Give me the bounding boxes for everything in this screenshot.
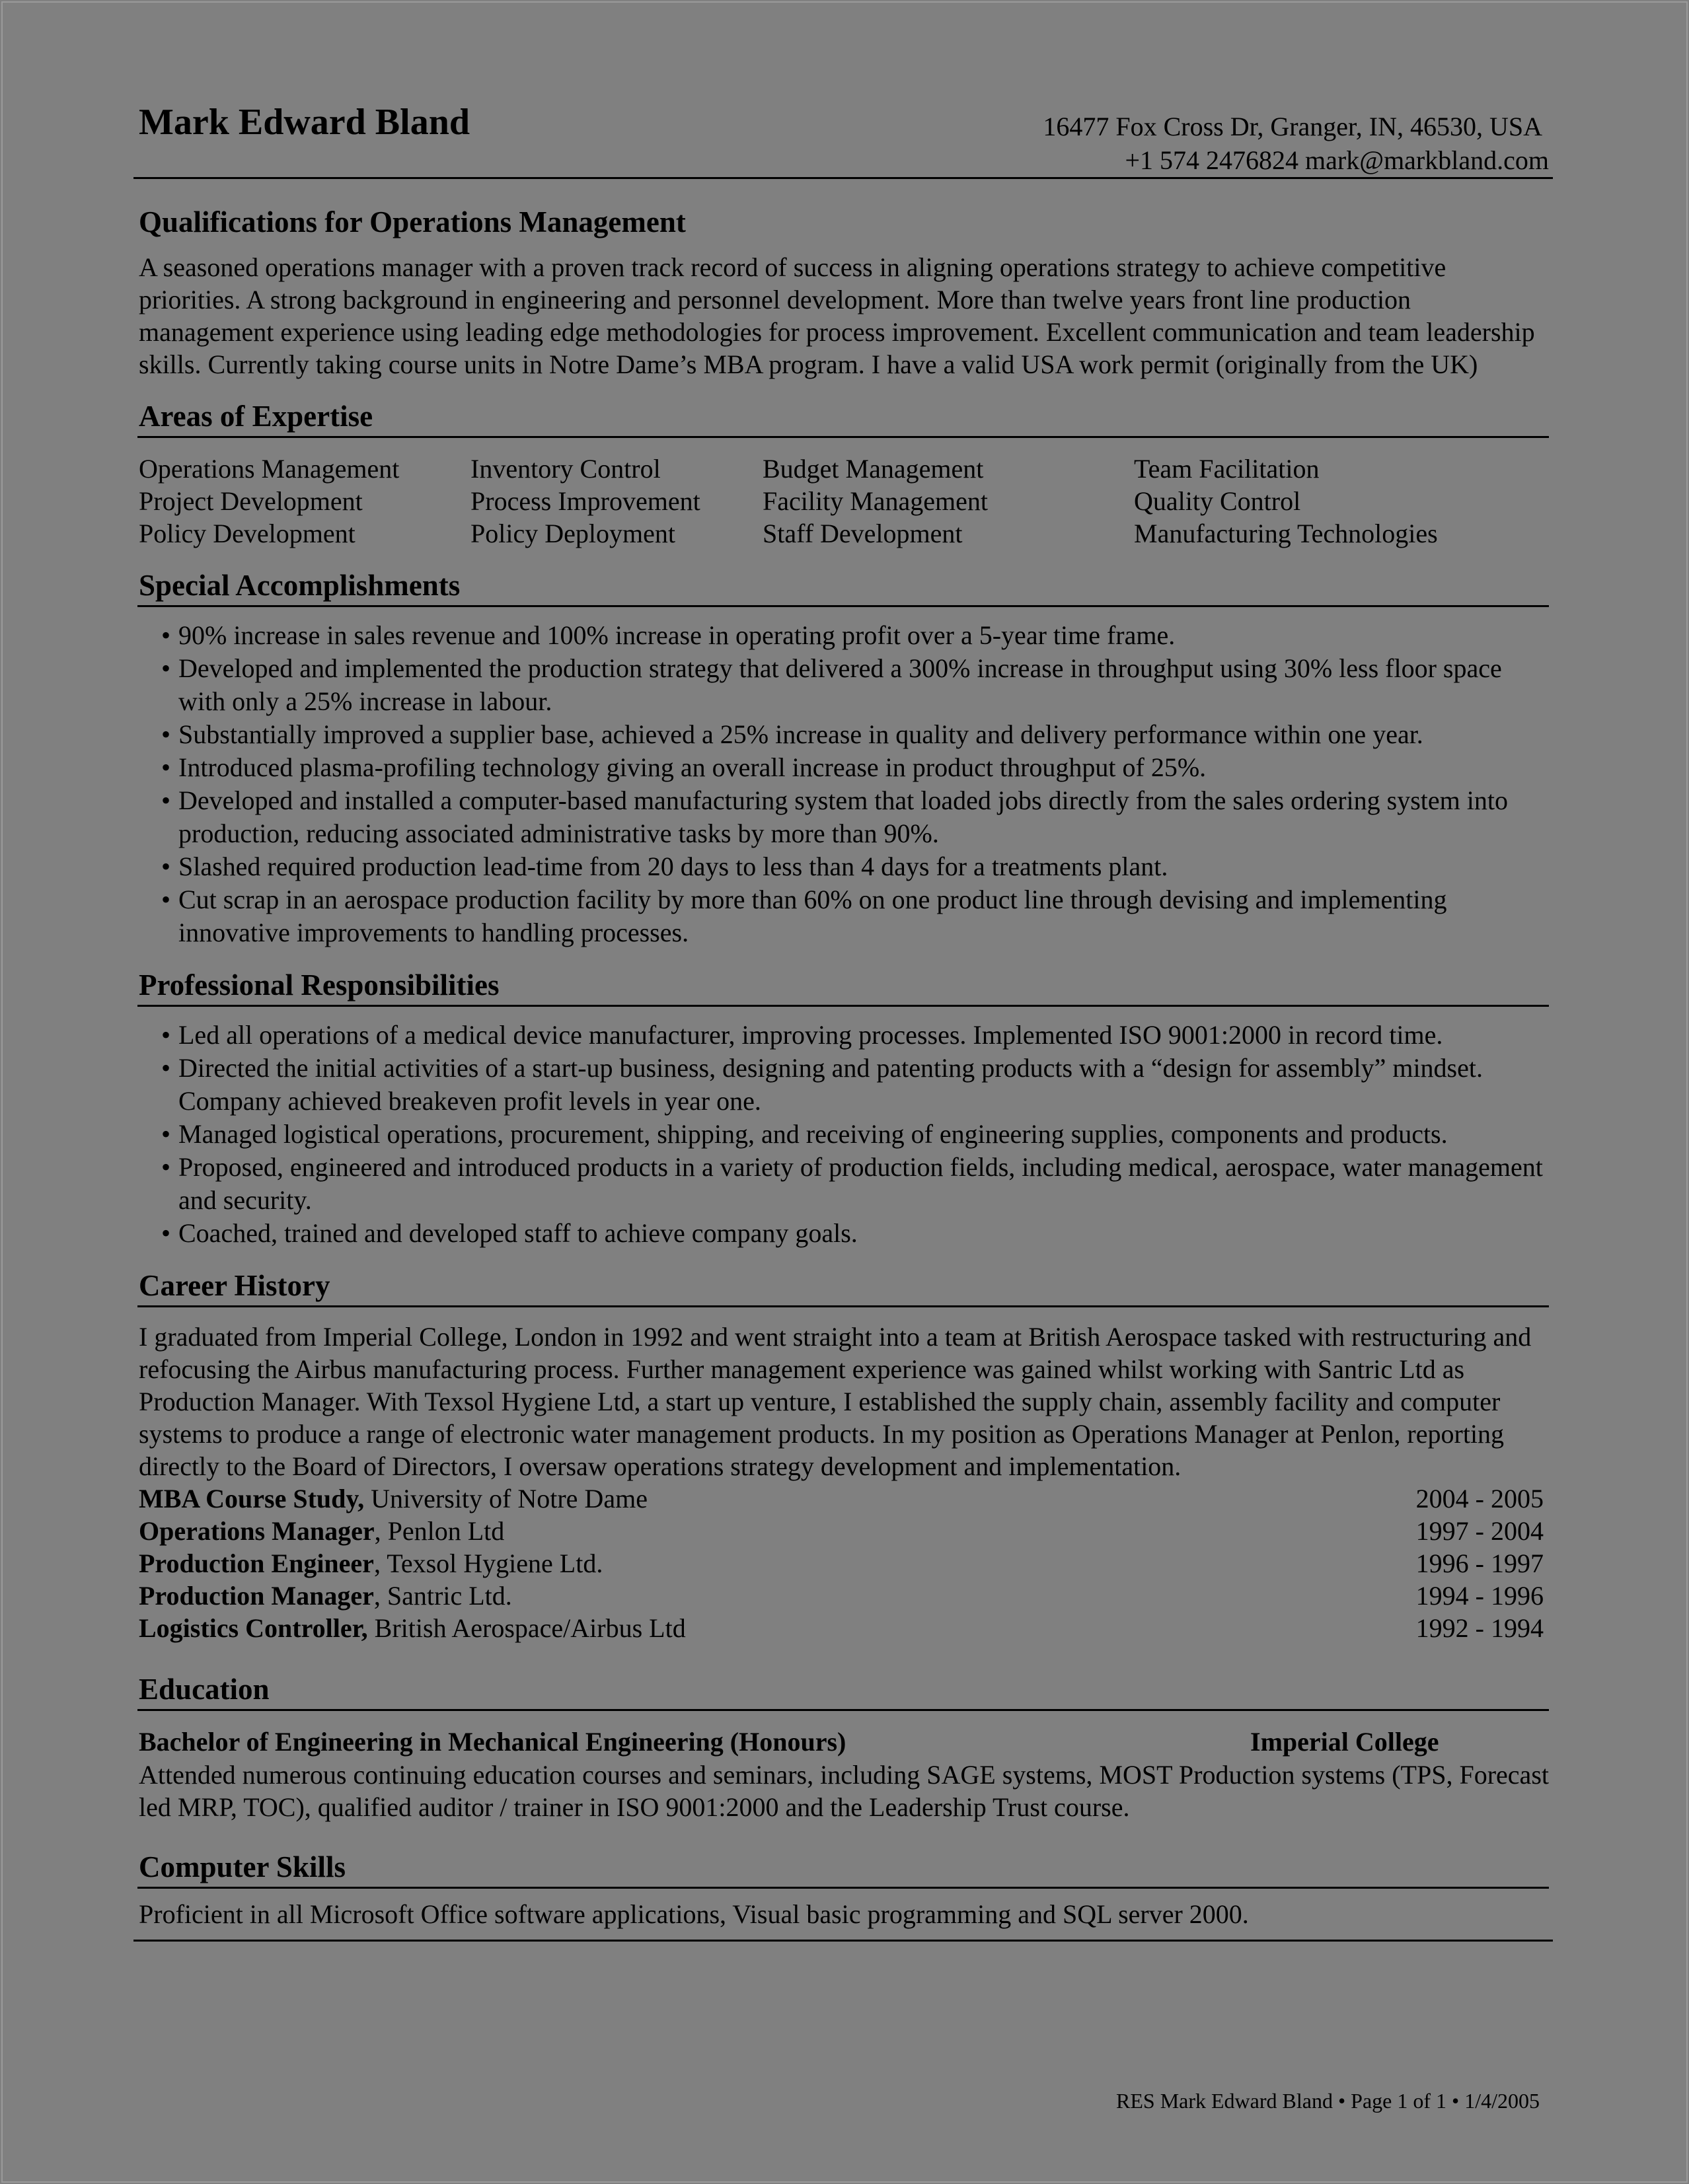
qualifications-text: A seasoned operations manager with a proven track record of success in aligning operations strategy to achieve competitive priorities. A strong background in engineering and personnel development. More than twelve years front line production management experience using leading edge methodologies for process improvement. Excellent communication and team leadership skills. Currently taking course units in Notre Dame’s MBA program. I have a valid USA work permit (originally from the UK) [139, 252, 1535, 379]
expertise-item: Process Improvement [470, 486, 700, 516]
list-item [161, 1052, 1549, 1118]
expertise-item: Operations Management [139, 454, 400, 484]
list-item-text: Developed and implemented the production strategy that delivered a 300% increase in throughput using 30% less floor space with only a 25% increase in labour. [178, 653, 1502, 716]
job-years: 1996 - 1997 [1415, 1548, 1544, 1578]
bullet-icon: • [161, 852, 171, 881]
expertise-column [763, 453, 1134, 550]
expertise-divider [137, 436, 1549, 438]
expertise-column [470, 453, 763, 550]
list-item-text: Led all operations of a medical device manufacturer, improving processes. Implemented ISO 9001:2000 in record time. [178, 1020, 1443, 1050]
responsibilities-section [137, 966, 1549, 1250]
bullet-icon: • [161, 1152, 171, 1182]
skills-section [137, 1848, 1549, 1942]
list-item-text: Proposed, engineered and introduced products in a variety of production fields, including medical, aerospace, water management and security. [178, 1152, 1543, 1215]
expertise-item: Manufacturing Technologies [1134, 519, 1438, 548]
job-row [139, 1515, 1549, 1547]
qualifications-title: Qualifications for Operations Management [139, 205, 686, 238]
list-item [161, 850, 1549, 883]
list-item [161, 784, 1549, 850]
list-item-text: Coached, trained and developed staff to achieve company goals. [178, 1218, 858, 1248]
responsibilities-divider [137, 1005, 1549, 1007]
expertise-item: Project Development [139, 486, 363, 516]
job-org: , Penlon Ltd [374, 1516, 505, 1546]
job-years: 1997 - 2004 [1415, 1516, 1544, 1546]
list-item-text: Substantially improved a supplier base, achieved a 25% increase in quality and delivery performance within one year. [178, 719, 1423, 749]
accomplishments-list [137, 619, 1549, 949]
bullet-icon: • [161, 719, 171, 749]
career-divider [137, 1305, 1549, 1307]
expertise-item: Team Facilitation [1134, 454, 1320, 484]
job-entry [139, 1580, 512, 1612]
skills-text: Proficient in all Microsoft Office software applications, Visual basic programming and SQL server 2000. [139, 1899, 1249, 1929]
list-item-text: Slashed required production lead-time from 20 days to less than 4 days for a treatments plant. [178, 852, 1168, 881]
list-item-text: Managed logistical operations, procurement, shipping, and receiving of engineering supplies, components and products. [178, 1119, 1448, 1149]
list-item [161, 619, 1549, 652]
education-divider [137, 1709, 1549, 1711]
job-role: Operations Manager [139, 1516, 375, 1546]
list-item [161, 652, 1549, 718]
job-entry [139, 1612, 686, 1644]
skills-title: Computer Skills [139, 1850, 346, 1883]
bullet-icon: • [161, 653, 171, 683]
expertise-title: Areas of Expertise [139, 400, 373, 433]
bullet-icon: • [161, 620, 171, 650]
job-entry [139, 1547, 603, 1580]
education-school: Imperial College [1250, 1727, 1439, 1757]
expertise-item: Staff Development [763, 519, 963, 548]
page-footer: RES Mark Edward Bland • Page 1 of 1 • 1/4/2005 [1116, 2089, 1540, 2113]
resume-page [137, 99, 1549, 1942]
list-item [161, 1019, 1549, 1052]
job-row [139, 1580, 1549, 1612]
education-degree: Bachelor of Engineering in Mechanical Engineering (Honours) [139, 1727, 846, 1757]
list-item [161, 751, 1549, 784]
job-org: , Santric Ltd. [373, 1581, 512, 1611]
job-entry [139, 1482, 648, 1515]
list-item-text: Introduced plasma-profiling technology giving an overall increase in product throughput of 25%. [178, 752, 1207, 782]
education-degree-row [139, 1726, 1549, 1759]
expertise-column [1134, 453, 1549, 550]
bullet-icon: • [161, 885, 171, 914]
responsibilities-title: Professional Responsibilities [139, 968, 500, 1001]
bullet-icon: • [161, 1020, 171, 1050]
career-text: I graduated from Imperial College, London in 1992 and went straight into a team at British Aerospace tasked with restructuring and refocusing the Airbus manufacturing process. Further management experience was gained whilst working with Santric Ltd as Production Manager. With Texsol Hygiene Ltd, a start up venture, I established the supply chain, assembly facility and computer systems to produce a range of electronic water management products. In my position as Operations Manager at Penlon, reporting directly to the Board of Directors, I oversaw operations strategy development and implementation. [139, 1322, 1532, 1481]
career-title: Career History [139, 1269, 330, 1302]
header-divider [133, 177, 1553, 179]
accomplishments-title: Special Accomplishments [139, 569, 461, 602]
job-org: British Aerospace/Airbus Ltd [367, 1613, 686, 1643]
education-section [137, 1671, 1549, 1823]
list-item [161, 1118, 1549, 1151]
job-role: Production Manager [139, 1581, 374, 1611]
list-item-text: Directed the initial activities of a start-up business, designing and patenting products with a “design for assembly” mindset. Company achieved breakeven profit levels in year one. [178, 1053, 1483, 1116]
expertise-item: Budget Management [763, 454, 984, 484]
job-row [139, 1482, 1549, 1515]
list-item-text: Developed and installed a computer-based manufacturing system that loaded jobs directly from the sales ordering system into production, reducing associated administrative tasks by more than 90%. [178, 785, 1508, 848]
list-item-text: Cut scrap in an aerospace production facility by more than 60% on one product line through devising and implementing innovative improvements to handling processes. [178, 885, 1447, 947]
bottom-divider [133, 1940, 1553, 1942]
bullet-icon: • [161, 785, 171, 815]
expertise-column [139, 453, 470, 550]
job-org: , Texsol Hygiene Ltd. [373, 1548, 603, 1578]
address-text: 16477 Fox Cross Dr, Granger, IN, 46530, USA [1043, 112, 1542, 141]
expertise-item: Inventory Control [470, 454, 661, 484]
expertise-item: Quality Control [1134, 486, 1301, 516]
education-text: Attended numerous continuing education courses and seminars, including SAGE systems, MOST Production systems (TPS, Forecast led MRP, TOC), qualified auditor / trainer in ISO 9001:2000 and the Leadership Trust course. [139, 1760, 1549, 1822]
accomplishments-divider [137, 605, 1549, 607]
education-title: Education [139, 1673, 270, 1706]
job-list [137, 1482, 1549, 1644]
job-role: MBA Course Study, [139, 1484, 365, 1513]
accomplishments-section [137, 567, 1549, 949]
job-entry [139, 1515, 504, 1547]
job-years: 1994 - 1996 [1415, 1581, 1544, 1611]
contact-text: +1 574 2476824 mark@markbland.com [1125, 145, 1549, 175]
skills-divider [137, 1887, 1549, 1889]
list-item-text: 90% increase in sales revenue and 100% increase in operating profit over a 5-year time frame. [178, 620, 1176, 650]
expertise-item: Policy Development [139, 519, 356, 548]
job-role: Production Engineer [139, 1548, 374, 1578]
bullet-icon: • [161, 1218, 171, 1248]
bullet-icon: • [161, 1053, 171, 1083]
expertise-section [137, 398, 1549, 550]
expertise-item: Policy Deployment [470, 519, 675, 548]
expertise-grid [139, 453, 1549, 550]
bullet-icon: • [161, 1119, 171, 1149]
resume-header [137, 99, 1549, 177]
candidate-name: Mark Edward Bland [139, 102, 470, 143]
job-row [139, 1612, 1549, 1644]
job-row [139, 1547, 1549, 1580]
list-item [161, 883, 1549, 949]
career-section [137, 1267, 1549, 1644]
job-years: 1992 - 1994 [1415, 1613, 1544, 1643]
bullet-icon: • [161, 752, 171, 782]
job-org: University of Notre Dame [364, 1484, 648, 1513]
responsibilities-list [137, 1019, 1549, 1250]
list-item [161, 1151, 1549, 1217]
contact-block [1043, 110, 1549, 177]
job-years: 2004 - 2005 [1415, 1484, 1544, 1513]
list-item [161, 718, 1549, 751]
job-role: Logistics Controller, [139, 1613, 368, 1643]
expertise-item: Facility Management [763, 486, 989, 516]
list-item [161, 1217, 1549, 1250]
